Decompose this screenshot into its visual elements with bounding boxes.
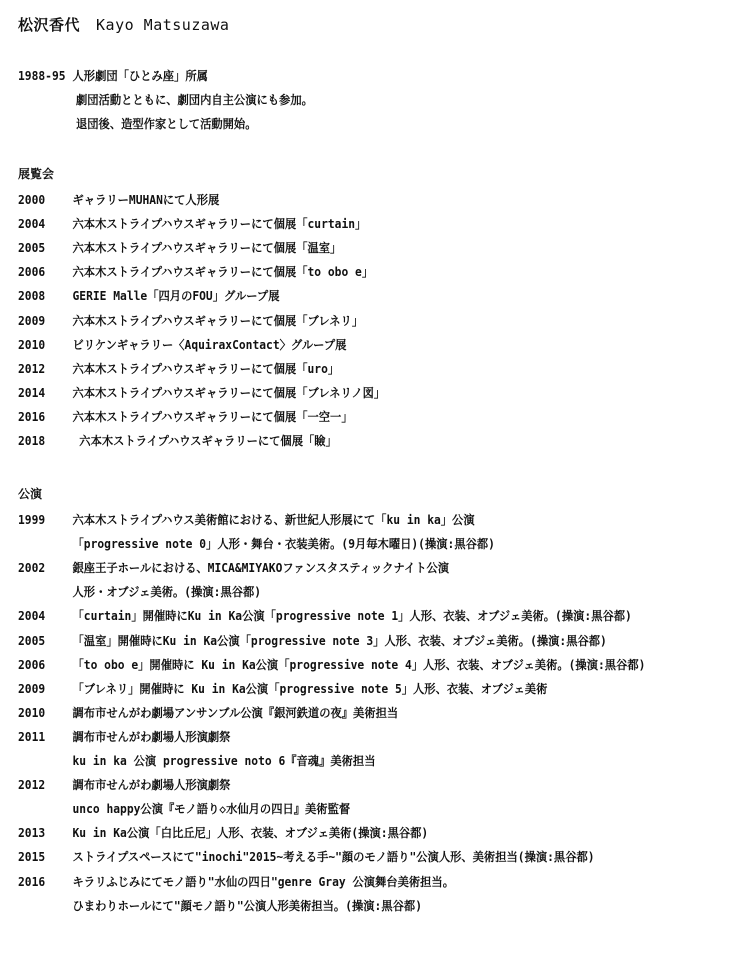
entry-text: 調布市せんがわ劇場人形演劇祭: [72, 778, 231, 793]
year-label: 2009: [18, 681, 46, 696]
performance-row: [18, 751, 375, 771]
performance-row: [18, 896, 422, 916]
entry-text: 「温室」開催時にKu in Ka公演「progressive note 3」人形、衣装、オブジェ美術。(操演:黒谷都): [72, 633, 607, 648]
performance-row: [18, 775, 230, 795]
year-label: 2004: [18, 609, 46, 624]
year-label: 2016: [18, 874, 46, 889]
performance-row: [18, 582, 261, 602]
performance-row: [18, 872, 454, 892]
section-heading-performances: 公演: [18, 487, 43, 501]
year-label: 2013: [18, 826, 46, 841]
page-title: [18, 14, 229, 35]
year-label: 2016: [18, 409, 46, 424]
entry-text: 六本木ストライプハウスギャラリーにて個展「温室」: [72, 241, 342, 256]
exhibition-row: [18, 383, 385, 403]
year-label: 2012: [18, 361, 46, 376]
name-english: Kayo Matsuzawa: [96, 16, 230, 34]
entry-text: 銀座王子ホールにおける、MICA&MIYAKOファンスタスティックナイト公演: [72, 561, 450, 576]
entry-text: ギャラリーMUHANにて人形展: [72, 193, 220, 207]
performance-row: [18, 631, 607, 651]
year-label: 2018: [18, 434, 46, 448]
year-label: 2000: [18, 193, 46, 207]
performance-row: [18, 703, 398, 723]
entry-text: Ku in Ka公演「白比丘尼」人形、衣装、オブジェ美術(操演:黒谷都): [72, 826, 429, 841]
entry-text: 「to obo e」開催時に Ku in Ka公演「progressive note 4」人形、衣装、オブジェ美術。(操演:黒谷都): [72, 657, 646, 672]
entry-text: ku in ka 公演 progressive noto 6『音魂』美術担当: [72, 754, 376, 768]
exhibition-row: [18, 335, 346, 355]
year-label: 2010: [18, 337, 46, 352]
entry-text: 六本木ストライプハウスギャラリーにて個展「uro」: [72, 361, 340, 376]
entry-text: 六本木ストライプハウスギャラリーにて個展「ブレネリノ図」: [72, 385, 386, 400]
entry-text: 「curtain」開催時にKu in Ka公演「progressive note 1」人形、衣装、オブジェ美術。(操演:黒谷都): [72, 609, 632, 624]
year-label: 2004: [18, 217, 46, 232]
entry-text: 六本木ストライプハウスギャラリーにて個展「一空一」: [72, 409, 353, 424]
performance-row: [18, 606, 632, 626]
year-label: 2009: [18, 313, 46, 328]
performance-row: [18, 823, 428, 843]
exhibition-row: [18, 407, 353, 427]
year-label: 2014: [18, 385, 46, 400]
exhibition-row: [18, 190, 219, 210]
year-label: 2005: [18, 633, 46, 648]
entry-text: 「progressive note 0」人形・舞台・衣装美術。(9月毎木曜日)(操演:黒谷都): [72, 537, 495, 552]
year-label: 2008: [18, 289, 46, 304]
entry-text: 六本木ストライプハウスギャラリーにて個展「curtain」: [72, 217, 367, 232]
year-label: 2002: [18, 561, 46, 576]
entry-text: GERIE Malle「四月のFOU」グループ展: [72, 289, 280, 304]
year-label: 2005: [18, 241, 46, 256]
bio-line: 退団後、造型作家として活動開始。: [76, 117, 257, 131]
entry-text: 六本木ストライプハウスギャラリーにて個展「ブレネリ」: [72, 313, 364, 328]
performance-row: [18, 510, 475, 530]
year-label: 2012: [18, 778, 46, 793]
entry-text: 六本木ストライプハウス美術館における、新世紀人形展にて「ku in ka」公演: [72, 513, 475, 527]
exhibition-row: [18, 238, 341, 258]
bio-line: 人形劇団「ひとみ座」所属: [72, 69, 208, 83]
performance-row: [18, 679, 547, 699]
performance-row: [18, 799, 350, 819]
section-heading-exhibitions: 展覧会: [18, 167, 55, 181]
year-label: 2006: [18, 657, 46, 672]
bio-line: 劇団活動とともに、劇団内自主公演にも参加。: [76, 93, 313, 107]
entry-text: unco happy公演『モノ語り◇水仙月の四日』美術監督: [72, 802, 351, 817]
performance-row: [18, 534, 495, 554]
exhibition-row: [18, 431, 337, 451]
exhibition-row: [18, 286, 279, 306]
exhibition-row: [18, 311, 363, 331]
entry-text: 「ブレネリ」開催時に Ku in Ka公演「progressive note 5」人形、衣装、オブジェ美術: [72, 681, 548, 696]
year-label: 2006: [18, 265, 46, 280]
entry-text: 調布市せんがわ劇場アンサンブル公演『銀河鉄道の夜』美術担当: [72, 705, 399, 720]
entry-text: 調布市せんがわ劇場人形演劇祭: [72, 729, 231, 744]
entry-text: 六本木ストライプハウスギャラリーにて個展「to obo e」: [72, 265, 374, 280]
exhibition-row: [18, 214, 366, 234]
year-label: 2015: [18, 850, 46, 865]
entry-text: キラリふじみにてモノ語り"水仙の四日"genre Gray 公演舞台美術担当。: [72, 874, 454, 889]
bio-year: 1988-95: [18, 69, 66, 83]
bio-row: [18, 66, 208, 86]
entry-text: ひまわりホールにて"顔モノ語り"公演人形美術担当。(操演:黒谷都): [72, 898, 422, 913]
name-japanese: 松沢香代: [18, 16, 81, 34]
year-label: 2010: [18, 705, 46, 720]
performance-row: [18, 655, 645, 675]
performance-row: [18, 847, 595, 867]
entry-text: 六本木ストライプハウスギャラリーにて個展「瞼」: [72, 434, 337, 448]
performance-row: [18, 558, 449, 578]
entry-text: 人形・オブジェ美術。(操演:黒谷都): [72, 585, 262, 600]
year-label: 2011: [18, 729, 46, 744]
exhibition-row: [18, 262, 373, 282]
exhibition-row: [18, 359, 339, 379]
performance-row: [18, 727, 230, 747]
year-label: 1999: [18, 513, 46, 527]
entry-text: ストライプスペースにて"inochi"2015~考える手~"顔のモノ語り"公演人形、美術担当(操演:黒谷都): [72, 850, 595, 865]
entry-text: ビリケンギャラリー〈AquiraxContact〉グループ展: [72, 337, 347, 352]
